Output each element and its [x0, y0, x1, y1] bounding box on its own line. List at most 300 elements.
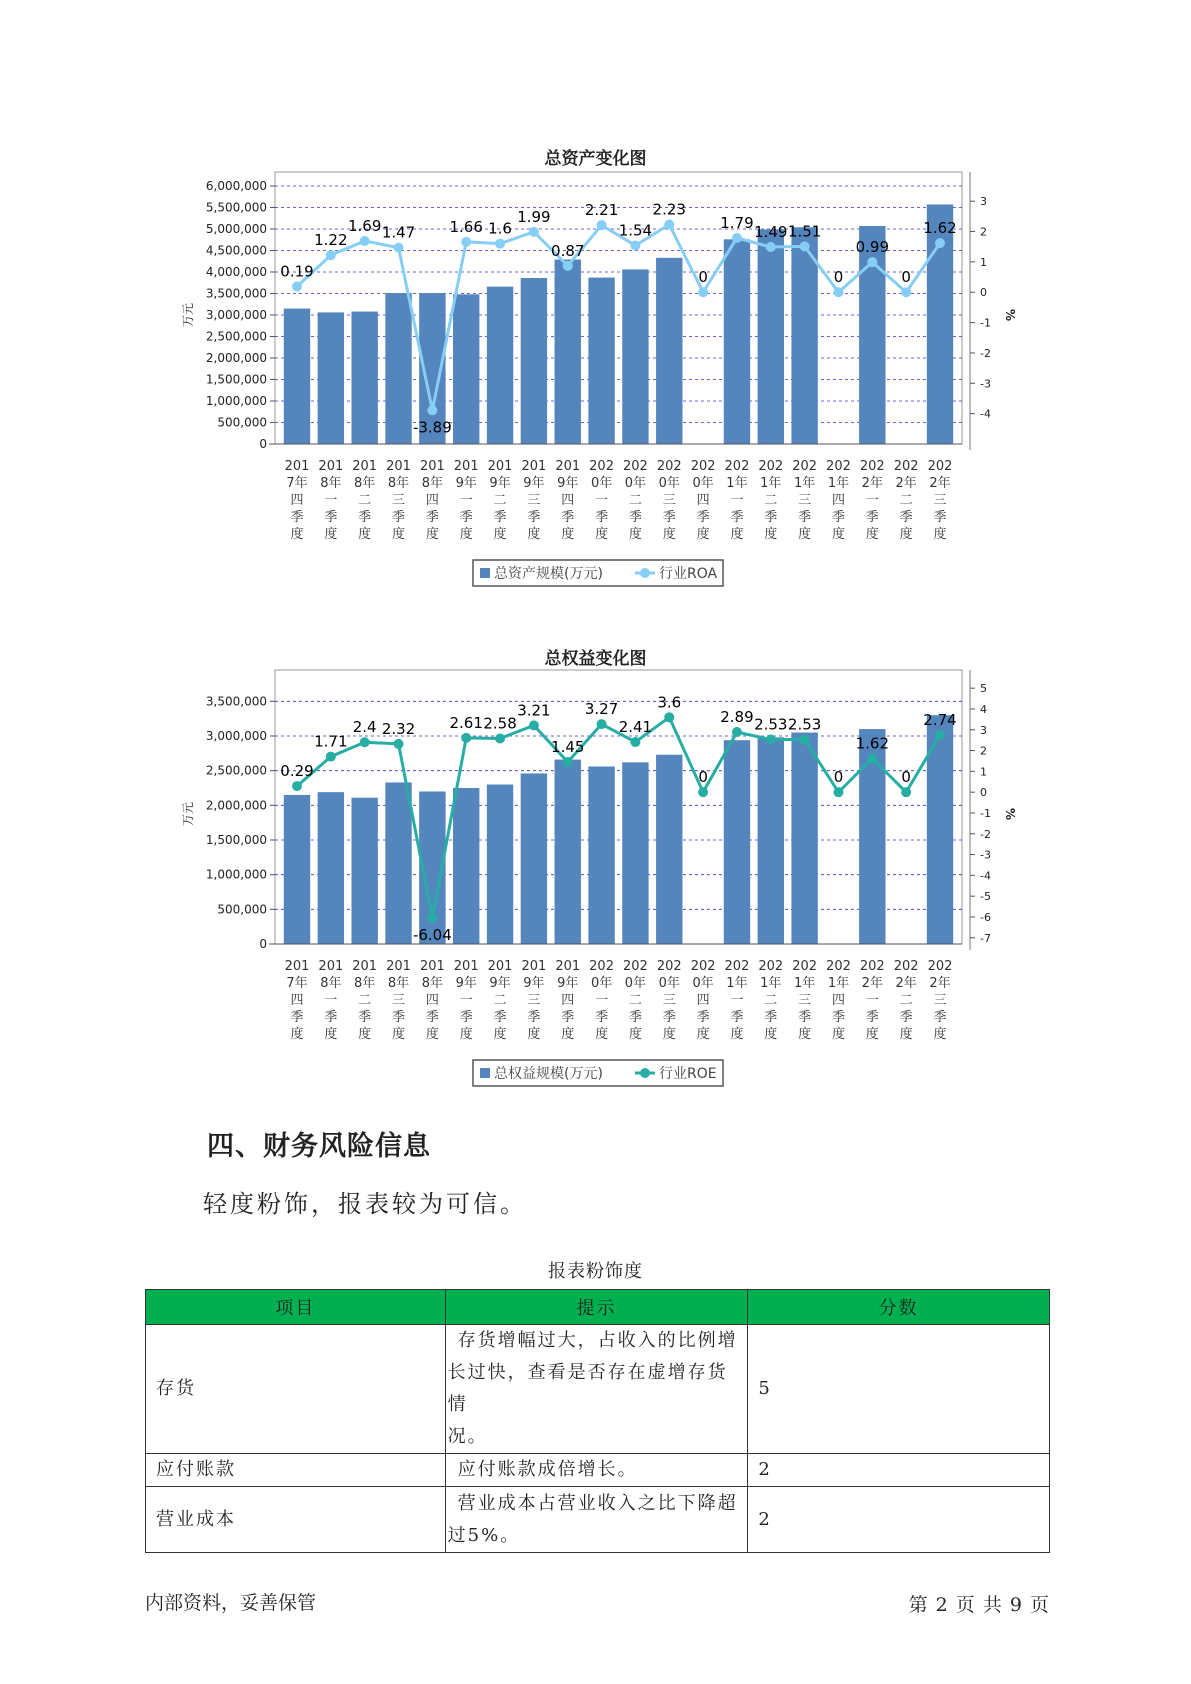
bar — [487, 287, 513, 444]
x-tick-label: 季 — [899, 510, 913, 525]
x-tick-label: 201 — [386, 459, 411, 474]
x-tick-label: 季 — [662, 1010, 676, 1025]
x-tick-label: 季 — [425, 510, 439, 525]
data-point — [901, 287, 911, 297]
x-tick-label: 202 — [859, 959, 885, 974]
bar — [791, 733, 817, 944]
data-point — [360, 236, 370, 246]
y-tick-label: 1,500,000 — [205, 833, 267, 847]
table-header-row — [146, 1290, 1050, 1325]
x-tick-label: 一 — [459, 493, 473, 508]
x-tick-label: 度 — [527, 1027, 541, 1042]
header-hint: 提示 — [445, 1290, 748, 1325]
x-tick-label: 度 — [595, 1027, 609, 1042]
y-tick-label: 1,000,000 — [205, 394, 267, 408]
legend-swatch-point — [640, 568, 650, 578]
chart-title-total-equity: 总权益变化图 — [544, 649, 647, 669]
bar — [487, 785, 513, 944]
x-tick-label: 度 — [561, 1027, 575, 1042]
x-tick-label: 季 — [831, 1010, 845, 1025]
bar — [521, 278, 547, 444]
x-tick-label: 季 — [730, 510, 744, 525]
footer-page-number: 第 2 页 共 9 页 — [908, 1594, 1050, 1616]
x-tick-label: 季 — [527, 1010, 541, 1025]
data-label: 2.53 — [787, 715, 822, 734]
data-label: 1.45 — [551, 738, 585, 756]
y-tick-label: 6,000,000 — [205, 179, 267, 193]
y2-tick-label: 3 — [980, 723, 987, 737]
x-tick-label: 三 — [933, 493, 947, 508]
x-tick-label: 0年 — [590, 976, 613, 991]
x-tick-label: 一 — [595, 993, 609, 1008]
x-tick-label: 四 — [290, 493, 304, 508]
y2-axis-label: % — [1003, 807, 1017, 821]
x-tick-label: 二 — [764, 493, 778, 508]
bar — [385, 293, 411, 444]
data-label: 0.29 — [280, 762, 314, 781]
y2-tick-label: -5 — [980, 890, 991, 904]
x-tick-label: 度 — [561, 527, 575, 542]
x-tick-label: 度 — [493, 527, 507, 542]
x-tick-label: 度 — [628, 1027, 642, 1042]
x-tick-label: 季 — [392, 1010, 406, 1025]
x-tick-label: 季 — [527, 510, 541, 525]
y2-tick-label: 0 — [980, 286, 987, 300]
data-label: -6.04 — [412, 925, 452, 944]
y2-tick-label: 1 — [980, 765, 987, 779]
x-tick-label: 1年 — [726, 476, 748, 491]
x-tick-label: 度 — [764, 527, 778, 542]
cell-hint — [445, 1454, 748, 1487]
x-tick-label: 7年 — [286, 476, 308, 491]
x-tick-label: 四 — [696, 993, 710, 1008]
x-tick-label: 202 — [656, 459, 682, 474]
y-tick-label: 2,000,000 — [205, 351, 267, 365]
y2-tick-label: -4 — [980, 869, 991, 883]
x-tick-label: 二 — [899, 493, 913, 508]
x-tick-label: 度 — [798, 527, 812, 542]
x-tick-label: 度 — [899, 527, 913, 542]
data-point — [664, 712, 674, 722]
y-axis-label: 万元 — [181, 801, 195, 827]
data-point — [901, 787, 911, 797]
x-tick-label: 季 — [730, 1010, 744, 1025]
plot-frame — [275, 670, 962, 944]
x-tick-label: 度 — [392, 1027, 406, 1042]
cell-score: 2 — [748, 1487, 1050, 1553]
x-tick-label: 201 — [555, 959, 581, 974]
y2-tick-label: -1 — [980, 316, 991, 330]
x-tick-label: 2年 — [861, 476, 883, 491]
x-tick-label: 度 — [358, 527, 372, 542]
bar — [724, 239, 750, 444]
y2-tick-label: 0 — [980, 786, 987, 800]
bar — [758, 737, 784, 944]
x-tick-label: 8年 — [354, 976, 376, 991]
x-tick-label: 度 — [865, 1027, 879, 1042]
x-tick-label: 四 — [696, 493, 710, 508]
x-tick-label: 季 — [459, 510, 473, 525]
x-tick-label: 2年 — [929, 476, 951, 491]
chart-total-assets — [0, 150, 1191, 590]
x-tick-label: 8年 — [354, 476, 376, 491]
x-tick-label: 度 — [628, 527, 642, 542]
x-tick-label: 度 — [392, 527, 406, 542]
x-tick-label: 一 — [324, 493, 338, 508]
x-tick-label: 1年 — [793, 476, 816, 491]
bar — [555, 260, 581, 444]
x-tick-label: 202 — [826, 459, 851, 474]
y2-axis-label: % — [1003, 308, 1017, 322]
x-tick-label: 四 — [425, 993, 439, 1008]
x-tick-label: 8年 — [320, 476, 342, 491]
y2-tick-label: 2 — [980, 225, 987, 239]
x-tick-label: 202 — [893, 959, 919, 974]
data-label: 0.87 — [551, 241, 585, 260]
y-tick-label: 1,000,000 — [205, 867, 267, 882]
table-caption: 报表粉饰度 — [548, 1261, 643, 1282]
x-tick-label: 一 — [595, 493, 609, 508]
x-tick-label: 季 — [696, 510, 710, 525]
data-point — [867, 753, 877, 763]
x-tick-label: 三 — [527, 993, 541, 1008]
data-point — [394, 739, 404, 749]
y-tick-label: 3,000,000 — [205, 308, 267, 322]
x-tick-label: 二 — [358, 993, 372, 1008]
hint-line: 过5%。 — [447, 1524, 521, 1546]
x-tick-label: 二 — [628, 493, 642, 508]
x-tick-label: 202 — [623, 959, 648, 974]
data-label: 0 — [833, 268, 844, 287]
y-tick-label: 2,500,000 — [205, 329, 267, 344]
data-label: 1.54 — [618, 221, 653, 240]
y2-tick-label: -3 — [980, 848, 991, 862]
x-tick-label: 二 — [493, 493, 507, 508]
header-score: 分数 — [748, 1290, 1050, 1325]
x-tick-label: 度 — [899, 1027, 913, 1042]
data-point — [766, 735, 776, 745]
data-point — [360, 737, 370, 747]
data-label: 0 — [833, 768, 844, 787]
y2-tick-label: -2 — [980, 346, 991, 360]
x-tick-label: 201 — [352, 959, 378, 974]
bar — [588, 767, 614, 944]
x-tick-label: 季 — [459, 1010, 473, 1025]
x-tick-label: 202 — [623, 459, 648, 474]
bar — [385, 782, 411, 944]
data-label: 1.62 — [855, 734, 890, 753]
x-tick-label: 9年 — [489, 476, 511, 491]
legend-label: 行业ROA — [659, 566, 718, 582]
x-tick-label: 202 — [690, 959, 716, 974]
x-tick-label: 202 — [589, 959, 614, 974]
x-tick-label: 三 — [527, 493, 541, 508]
x-tick-label: 一 — [730, 493, 744, 508]
x-tick-label: 季 — [696, 1010, 710, 1025]
bar — [622, 762, 648, 944]
x-tick-label: 季 — [595, 510, 609, 525]
x-tick-label: 9年 — [557, 476, 579, 491]
bar — [351, 312, 377, 444]
x-tick-label: 度 — [662, 527, 676, 542]
data-point — [766, 242, 776, 252]
y2-tick-label: 5 — [980, 682, 987, 696]
x-tick-label: 度 — [527, 527, 541, 542]
x-tick-label: 季 — [831, 510, 845, 525]
bar — [724, 740, 750, 944]
x-tick-label: 201 — [487, 959, 513, 974]
x-tick-label: 度 — [696, 527, 710, 542]
x-tick-label: 季 — [933, 510, 947, 525]
x-tick-label: 季 — [662, 510, 676, 525]
data-label: 2.21 — [584, 201, 619, 220]
x-tick-label: 季 — [933, 1010, 947, 1025]
x-tick-label: 季 — [798, 510, 812, 525]
hint-line: 长过快，查看是否存在虚增存货情 — [447, 1362, 728, 1415]
cell-hint — [445, 1487, 748, 1553]
x-tick-label: 202 — [690, 459, 716, 474]
data-point — [292, 781, 302, 791]
x-tick-label: 1年 — [827, 976, 850, 991]
section-summary: 轻度粉饰，报表较为可信。 — [203, 1190, 527, 1218]
x-tick-label: 202 — [724, 459, 750, 474]
x-tick-label: 度 — [865, 527, 879, 542]
x-tick-label: 9年 — [523, 476, 545, 491]
x-tick-label: 四 — [831, 993, 845, 1008]
bar — [284, 795, 310, 944]
x-tick-label: 202 — [758, 959, 784, 974]
data-point — [427, 913, 437, 923]
chart-total-equity — [0, 650, 1191, 1090]
x-tick-label: 8年 — [320, 976, 342, 991]
hint-line: 况。 — [447, 1426, 488, 1447]
risk-table — [145, 1289, 1050, 1553]
legend-swatch-bar — [480, 1068, 490, 1078]
data-label: 2.53 — [754, 715, 788, 734]
y-tick-label: 5,000,000 — [205, 222, 267, 236]
x-tick-label: 201 — [318, 959, 344, 974]
data-point — [698, 787, 708, 797]
data-point — [800, 241, 810, 251]
cell-item: 应付账款 — [146, 1454, 446, 1487]
data-point — [563, 261, 573, 271]
x-tick-label: 一 — [865, 993, 879, 1008]
data-label: 1.66 — [449, 217, 483, 236]
x-tick-label: 季 — [561, 1010, 575, 1025]
data-label: 3.6 — [657, 693, 682, 712]
y2-tick-label: -6 — [980, 910, 991, 924]
data-point — [427, 405, 437, 415]
x-tick-label: 201 — [453, 459, 479, 474]
data-point — [935, 238, 945, 248]
cell-score: 5 — [748, 1325, 1050, 1454]
y2-tick-label: -2 — [980, 827, 991, 841]
x-tick-label: 四 — [561, 493, 575, 508]
data-label: 3.21 — [517, 701, 551, 720]
data-point — [698, 287, 708, 297]
x-tick-label: 季 — [324, 510, 338, 525]
x-tick-label: 202 — [724, 959, 750, 974]
data-point — [529, 720, 539, 730]
x-tick-label: 度 — [358, 1027, 372, 1042]
x-tick-label: 一 — [865, 493, 879, 508]
chart-title-total-assets: 总资产变化图 — [544, 149, 647, 169]
x-tick-label: 三 — [933, 993, 947, 1008]
data-label: 2.4 — [352, 718, 377, 737]
data-point — [326, 250, 336, 260]
cell-item: 存货 — [146, 1325, 446, 1454]
x-tick-label: 201 — [419, 459, 445, 474]
x-tick-label: 四 — [831, 493, 845, 508]
x-tick-label: 季 — [425, 1010, 439, 1025]
x-tick-label: 0年 — [692, 976, 714, 991]
bar — [758, 229, 784, 444]
x-tick-label: 1年 — [793, 976, 816, 991]
x-tick-label: 度 — [933, 1027, 947, 1042]
x-tick-label: 2年 — [895, 976, 917, 991]
x-tick-label: 季 — [561, 510, 575, 525]
x-tick-label: 201 — [487, 459, 513, 474]
table-row — [146, 1487, 1050, 1553]
x-tick-label: 9年 — [523, 976, 545, 991]
x-tick-label: 201 — [318, 459, 344, 474]
bar — [588, 278, 614, 444]
y2-tick-label: -7 — [980, 931, 991, 945]
x-tick-label: 8年 — [421, 976, 444, 991]
x-tick-label: 度 — [425, 1027, 439, 1042]
data-point — [326, 752, 336, 762]
legend-swatch-bar — [480, 568, 490, 578]
plot-frame — [275, 172, 962, 444]
x-tick-label: 202 — [927, 459, 953, 474]
x-tick-label: 202 — [826, 959, 851, 974]
x-tick-label: 202 — [927, 959, 953, 974]
x-tick-label: 度 — [662, 1027, 676, 1042]
x-tick-label: 度 — [798, 1027, 812, 1042]
x-tick-label: 0年 — [590, 476, 613, 491]
x-tick-label: 0年 — [658, 476, 680, 491]
bar — [284, 309, 310, 444]
x-tick-label: 度 — [831, 1027, 845, 1042]
data-point — [630, 737, 640, 747]
x-tick-label: 2年 — [861, 976, 883, 991]
x-tick-label: 度 — [324, 1027, 338, 1042]
x-tick-label: 8年 — [421, 476, 444, 491]
x-tick-label: 三 — [662, 993, 676, 1008]
data-point — [461, 733, 471, 743]
x-tick-label: 季 — [392, 510, 406, 525]
x-tick-label: 季 — [865, 510, 879, 525]
data-point — [597, 220, 607, 230]
x-tick-label: 季 — [628, 1010, 642, 1025]
legend-label: 总权益规模(万元) — [494, 1066, 603, 1082]
data-label: 1.6 — [488, 219, 512, 238]
x-tick-label: 季 — [493, 510, 507, 525]
x-tick-label: 201 — [352, 459, 378, 474]
x-tick-label: 0年 — [658, 976, 680, 991]
x-tick-label: 201 — [555, 459, 581, 474]
hint-line: 存货增幅过大，占收入的比例增 — [457, 1330, 738, 1351]
x-tick-label: 9年 — [557, 976, 579, 991]
x-tick-label: 度 — [831, 527, 845, 542]
data-label: 0 — [901, 268, 911, 287]
data-label: 2.58 — [483, 714, 517, 733]
x-tick-label: 9年 — [455, 476, 477, 491]
cell-hint — [445, 1325, 748, 1454]
data-label: 0.19 — [280, 262, 314, 281]
y2-tick-label: -1 — [980, 806, 991, 820]
x-tick-label: 季 — [764, 510, 778, 525]
x-tick-label: 201 — [419, 959, 445, 974]
data-label: 0.99 — [855, 238, 890, 257]
x-tick-label: 度 — [459, 527, 473, 542]
cell-score: 2 — [748, 1454, 1050, 1487]
legend-label: 总资产规模(万元) — [494, 566, 603, 582]
data-point — [833, 287, 843, 297]
x-tick-label: 度 — [696, 1027, 710, 1042]
data-point — [461, 237, 471, 247]
data-label: 1.69 — [347, 216, 382, 235]
x-tick-label: 度 — [493, 1027, 507, 1042]
x-tick-label: 二 — [764, 993, 778, 1008]
x-tick-label: 季 — [290, 510, 304, 525]
legend-swatch-point — [640, 1068, 650, 1078]
x-tick-label: 度 — [764, 1027, 778, 1042]
x-tick-label: 9年 — [489, 976, 511, 991]
x-tick-label: 度 — [459, 1027, 473, 1042]
x-tick-label: 二 — [358, 493, 372, 508]
x-tick-label: 三 — [392, 493, 406, 508]
data-label: -3.89 — [412, 418, 452, 437]
data-label: 1.51 — [787, 222, 822, 241]
x-tick-label: 度 — [730, 1027, 744, 1042]
hint-line: 应付账款成倍增长。 — [457, 1459, 638, 1480]
y-tick-label: 0 — [259, 937, 267, 951]
x-tick-label: 202 — [792, 459, 818, 474]
y-tick-label: 5,500,000 — [205, 200, 267, 215]
hint-line: 营业成本占营业收入之比下降超 — [457, 1492, 738, 1514]
x-tick-label: 201 — [386, 959, 411, 974]
table-row — [146, 1454, 1050, 1487]
bar — [521, 773, 547, 944]
x-tick-label: 0年 — [624, 476, 647, 491]
legend-label: 行业ROE — [659, 1066, 717, 1082]
x-tick-label: 9年 — [455, 976, 477, 991]
x-tick-label: 201 — [453, 959, 479, 974]
cell-item: 营业成本 — [146, 1487, 446, 1553]
data-label: 2.32 — [381, 719, 416, 738]
y-axis-label: 万元 — [181, 302, 195, 328]
data-point — [664, 220, 674, 230]
bar — [453, 788, 479, 944]
data-point — [630, 240, 640, 250]
x-tick-label: 一 — [730, 993, 744, 1008]
x-tick-label: 8年 — [387, 976, 410, 991]
x-tick-label: 度 — [730, 527, 744, 542]
x-tick-label: 202 — [859, 459, 885, 474]
y-tick-label: 1,500,000 — [205, 372, 267, 387]
x-tick-label: 1年 — [760, 476, 782, 491]
y-tick-label: 3,500,000 — [205, 694, 267, 709]
data-label: 0 — [901, 768, 911, 787]
data-point — [800, 735, 810, 745]
y-tick-label: 3,000,000 — [205, 729, 267, 743]
y2-tick-label: 1 — [980, 255, 987, 269]
footer-confidential: 内部资料，妥善保管 — [145, 1592, 317, 1614]
x-tick-label: 0年 — [692, 476, 714, 491]
x-tick-label: 季 — [290, 1010, 304, 1025]
data-point — [833, 787, 843, 797]
